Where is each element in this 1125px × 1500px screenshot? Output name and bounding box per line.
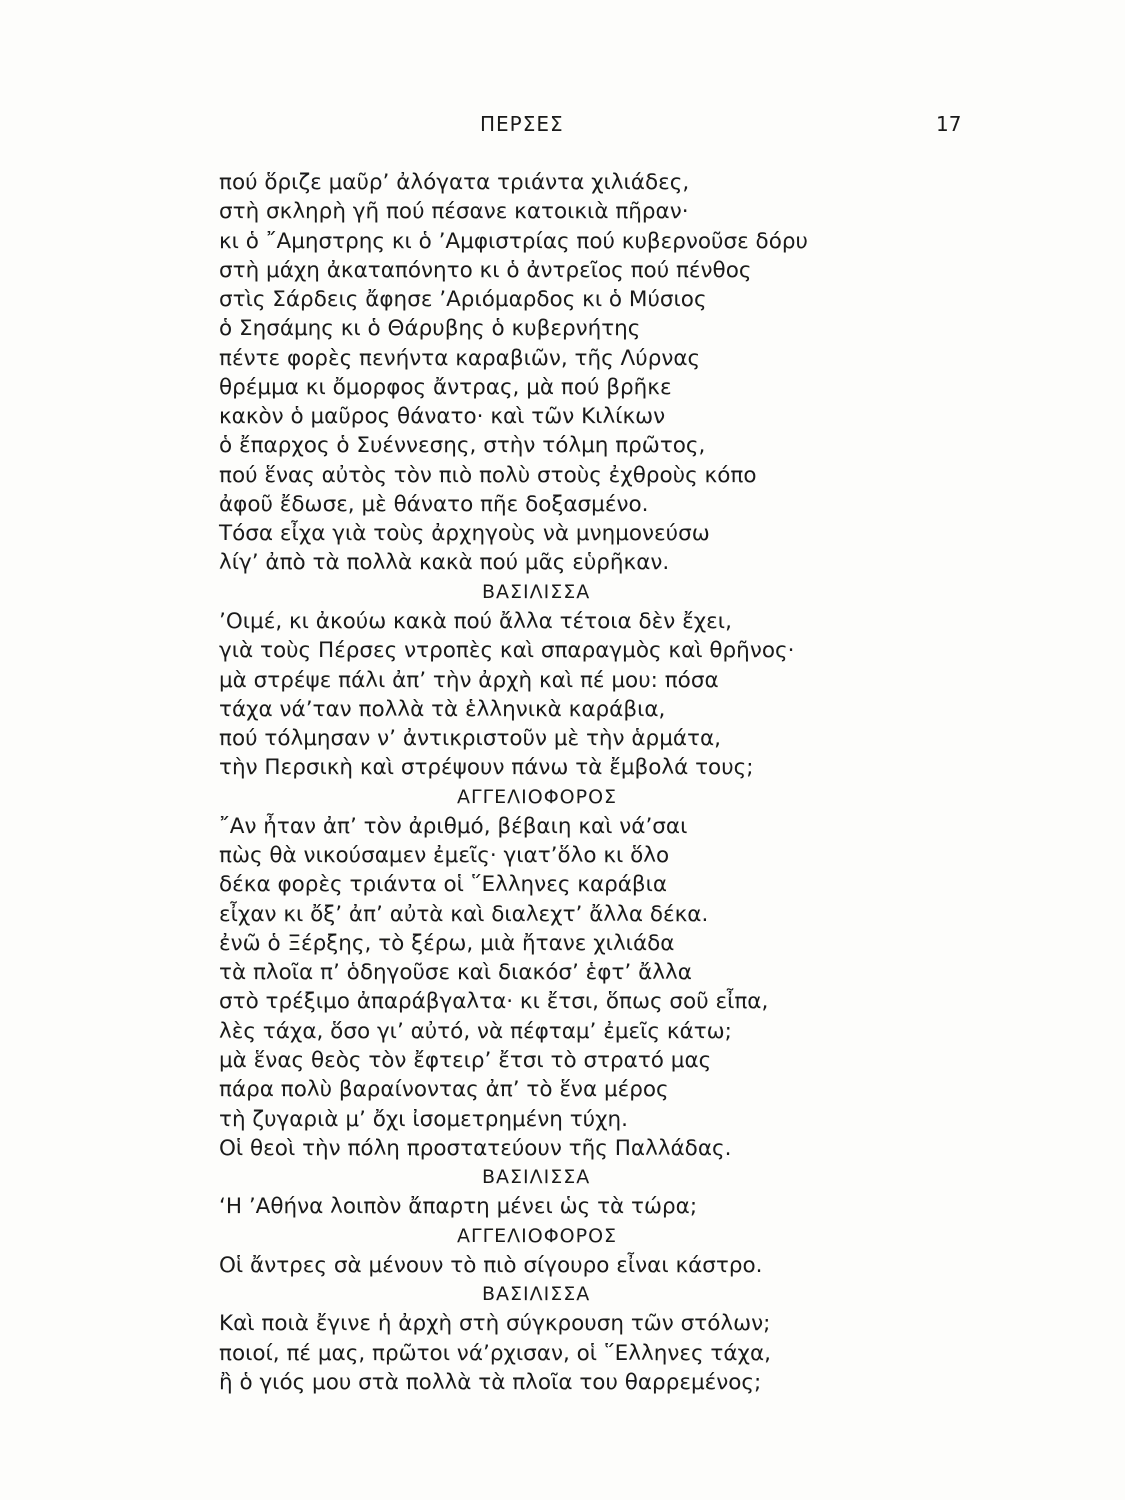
verse-line: εἶχαν κι ὄξ’ ἀπ’ αὐτὰ καὶ διαλεχτ’ ἄλλα δέκα. xyxy=(219,901,709,927)
verse-line: Τόσα εἶχα γιὰ τοὺς ἀρχηγοὺς νὰ μνημονεύσω xyxy=(219,521,710,547)
running-head xyxy=(0,112,1125,142)
verse-line: Οἱ ἄντρες σὰ μένουν τὸ πιὸ σίγουρο εἶναι κάστρο. xyxy=(219,1252,763,1278)
verse-line: πού τόλμησαν ν’ ἀντικριστοῦν μὲ τὴν ἁρμάτα, xyxy=(219,726,721,752)
verse-line: τάχα νά’ταν πολλὰ τὰ ἑλληνικὰ καράβια, xyxy=(219,696,666,722)
speaker-heading: ΒΑΣΙΛΙΣΣΑ xyxy=(482,580,591,603)
verse-line: θρέμμα κι ὄμορφος ἄντρας, μὰ πού βρῆκε xyxy=(219,374,672,400)
verse-line: ’Οιμέ, κι ἀκούω κακὰ πού ἄλλα τέτοια δὲν ἔχει, xyxy=(219,608,732,634)
speaker-heading: ΒΑΣΙΛΙΣΣΑ xyxy=(482,1166,591,1189)
verse-line: ὁ ἔπαρχος ὁ Συέννεσης, στὴν τόλμη πρῶτος, xyxy=(219,433,706,459)
verse-line: κακὸν ὁ μαῦρος θάνατο· καὶ τῶν Κιλίκων xyxy=(219,404,666,430)
verse-line: ὁ Σησάμης κι ὁ Θάρυβης ὁ κυβερνήτης xyxy=(219,316,641,342)
verse-line: πὼς θὰ νικούσαμεν ἐμεῖς· γιατ’ὅλο κι ὅλο xyxy=(219,843,670,869)
verse-line: πέντε φορὲς πενήντα καραβιῶν, τῆς Λύρνας xyxy=(219,345,701,371)
verse-line: στὸ τρέξιμο ἀπαράβγαλτα· κι ἔτσι, ὅπως σοῦ εἶπα, xyxy=(219,989,769,1015)
verse-line: μὰ ἕνας θεὸς τὸν ἔφτειρ’ ἔτσι τὸ στρατό μας xyxy=(219,1047,712,1073)
verse-line: ποιοί, πέ μας, πρῶτοι νά’ρχισαν, οἱ ῞Ελληνες τάχα, xyxy=(219,1340,771,1366)
speaker-heading: ΑΓΓΕΛΙΟΦΟΡΟΣ xyxy=(457,1224,618,1247)
verse-line: λὲς τάχα, ὅσο γι’ αὐτό, νὰ πέφταμ’ ἐμεῖς κάτω; xyxy=(219,1018,732,1044)
verse-line: τὰ πλοῖα π’ ὁδηγοῦσε καὶ διακόσ’ ἑφτ’ ἄλλα xyxy=(219,960,692,986)
verse-line: πάρα πολὺ βαραίνοντας ἀπ’ τὸ ἕνα μέρος xyxy=(219,1077,669,1103)
verse-line: ἢ ὁ γιός μου στὰ πολλὰ τὰ πλοῖα του θαρρεμένος; xyxy=(219,1369,762,1395)
verse-line: τὴ ζυγαριὰ μ’ ὄχι ἰσομετρημένη τύχη. xyxy=(219,1106,629,1132)
verse-line: κι ὁ ῎Αμηστρης κι ὁ ’Αμφιστρίας πού κυβερνοῦσε δόρυ xyxy=(219,228,808,254)
verse-line: Οἱ θεοὶ τὴν πόλη προστατεύουν τῆς Παλλάδας. xyxy=(219,1135,732,1161)
verse-line: πού ἕνας αὐτὸς τὸν πιὸ πολὺ στοὺς ἐχθροὺς κόπο xyxy=(219,462,757,488)
verse-line: δέκα φορὲς τριάντα οἱ ῞Ελληνες καράβια xyxy=(219,872,668,898)
verse-line: Καὶ ποιὰ ἔγινε ἡ ἀρχὴ στὴ σύγκρουση τῶν στόλων; xyxy=(219,1311,771,1337)
verse-line: λίγ’ ἀπὸ τὰ πολλὰ κακὰ πού μᾶς εὑρῆκαν. xyxy=(219,550,670,576)
verse-line: στὴ σκληρὴ γῆ πού πέσανε κατοικιὰ πῆραν· xyxy=(219,199,689,225)
verse-line: μὰ στρέψε πάλι ἀπ’ τὴν ἀρχὴ καὶ πέ μου: πόσα xyxy=(219,667,719,693)
verse-line: στὴ μάχη ἀκαταπόνητο κι ὁ ἀντρεῖος πού πένθος xyxy=(219,257,752,283)
verse-line: πού ὅριζε μαῦρ’ ἀλόγατα τριάντα χιλιάδες, xyxy=(219,170,690,195)
speaker-heading: ΒΑΣΙΛΙΣΣΑ xyxy=(482,1283,591,1306)
verse-line: γιὰ τοὺς Πέρσες ντροπὲς καὶ σπαραγμὸς καὶ θρῆνος· xyxy=(219,638,795,664)
verse-line: στὶς Σάρδεις ἄφησε ’Αριόμαρδος κι ὁ Μύσιος xyxy=(219,287,707,313)
verse-line: τὴν Περσικὴ καὶ στρέψουν πάνω τὰ ἔμβολά τους; xyxy=(219,755,754,781)
verse-line: ‘Η ’Αθήνα λοιπὸν ἄπαρτη μένει ὡς τὰ τώρα; xyxy=(219,1194,698,1220)
speaker-heading: ΑΓΓΕΛΙΟΦΟΡΟΣ xyxy=(457,785,618,808)
page-number: 17 xyxy=(936,112,962,136)
drama-text-block xyxy=(219,168,1099,1397)
running-title: ΠΕΡΣΕΣ xyxy=(480,112,564,136)
verse-line: ἐνῶ ὁ Ξέρξης, τὸ ξέρω, μιὰ ἤτανε χιλιάδα xyxy=(219,930,675,956)
verse-line: ἀφοῦ ἔδωσε, μὲ θάνατο πῆε δοξασμένο. xyxy=(219,491,649,517)
verse-line: ῎Αν ἦταν ἀπ’ τὸν ἀριθμό, βέβαιη καὶ νά’σαι xyxy=(219,813,688,839)
